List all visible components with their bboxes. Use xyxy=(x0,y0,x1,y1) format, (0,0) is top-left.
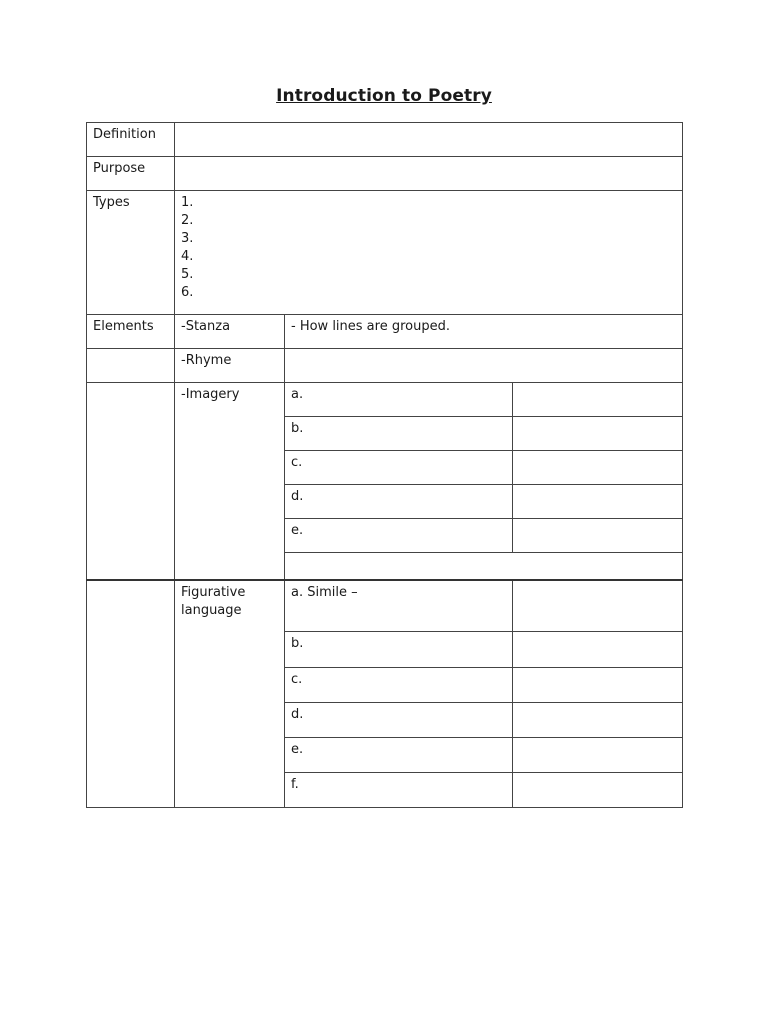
imagery-label: -Imagery xyxy=(175,382,285,580)
types-label: Types xyxy=(87,191,175,314)
imagery-item[interactable]: e. xyxy=(285,519,513,553)
empty-cell xyxy=(87,580,175,808)
figurative-item[interactable]: d. xyxy=(285,702,513,737)
table-row xyxy=(87,123,683,157)
imagery-item[interactable]: d. xyxy=(285,485,513,519)
type-item: 2. xyxy=(181,213,194,229)
figurative-item[interactable]: c. xyxy=(285,667,513,702)
imagery-answer-cell[interactable] xyxy=(513,485,683,519)
imagery-answer-cell[interactable] xyxy=(513,450,683,484)
rhyme-answer-cell[interactable] xyxy=(285,348,683,382)
figurative-item[interactable]: b. xyxy=(285,632,513,667)
type-item: 6. xyxy=(181,285,194,301)
stanza-description: - How lines are grouped. xyxy=(285,314,683,348)
elements-label: Elements xyxy=(87,314,175,348)
table-row xyxy=(87,382,683,416)
stanza-label: -Stanza xyxy=(175,314,285,348)
figurative-item[interactable]: e. xyxy=(285,737,513,772)
figurative-item[interactable]: a. Simile – xyxy=(285,580,513,632)
figurative-answer-cell[interactable] xyxy=(513,772,683,807)
figurative-answer-cell[interactable] xyxy=(513,702,683,737)
imagery-answer-cell[interactable] xyxy=(513,382,683,416)
table-row xyxy=(87,191,683,314)
table-row xyxy=(87,348,683,382)
table-row xyxy=(87,157,683,191)
table-row xyxy=(87,314,683,348)
imagery-answer-cell[interactable] xyxy=(513,519,683,553)
types-answer-cell[interactable] xyxy=(175,191,683,314)
imagery-item[interactable]: a. xyxy=(285,382,513,416)
definition-label: Definition xyxy=(87,123,175,157)
figurative-answer-cell[interactable] xyxy=(513,580,683,632)
imagery-answer-cell[interactable] xyxy=(513,416,683,450)
empty-cell xyxy=(87,382,175,580)
type-item: 4. xyxy=(181,249,194,265)
figurative-item[interactable]: f. xyxy=(285,772,513,807)
page-title: Introduction to Poetry xyxy=(276,86,492,106)
imagery-item[interactable]: b. xyxy=(285,416,513,450)
figurative-language-label: Figurative language xyxy=(175,580,285,808)
empty-cell xyxy=(87,348,175,382)
type-item: 5. xyxy=(181,267,194,283)
purpose-label: Purpose xyxy=(87,157,175,191)
purpose-answer-cell[interactable] xyxy=(175,157,683,191)
figurative-answer-cell[interactable] xyxy=(513,667,683,702)
poetry-worksheet-table xyxy=(86,122,683,808)
imagery-item[interactable]: c. xyxy=(285,450,513,484)
type-item: 1. xyxy=(181,195,194,211)
figurative-answer-cell[interactable] xyxy=(513,737,683,772)
figurative-answer-cell[interactable] xyxy=(513,632,683,667)
type-item: 3. xyxy=(181,231,194,247)
table-row xyxy=(87,580,683,632)
rhyme-label: -Rhyme xyxy=(175,348,285,382)
definition-answer-cell[interactable] xyxy=(175,123,683,157)
imagery-extra-cell[interactable] xyxy=(285,553,683,580)
